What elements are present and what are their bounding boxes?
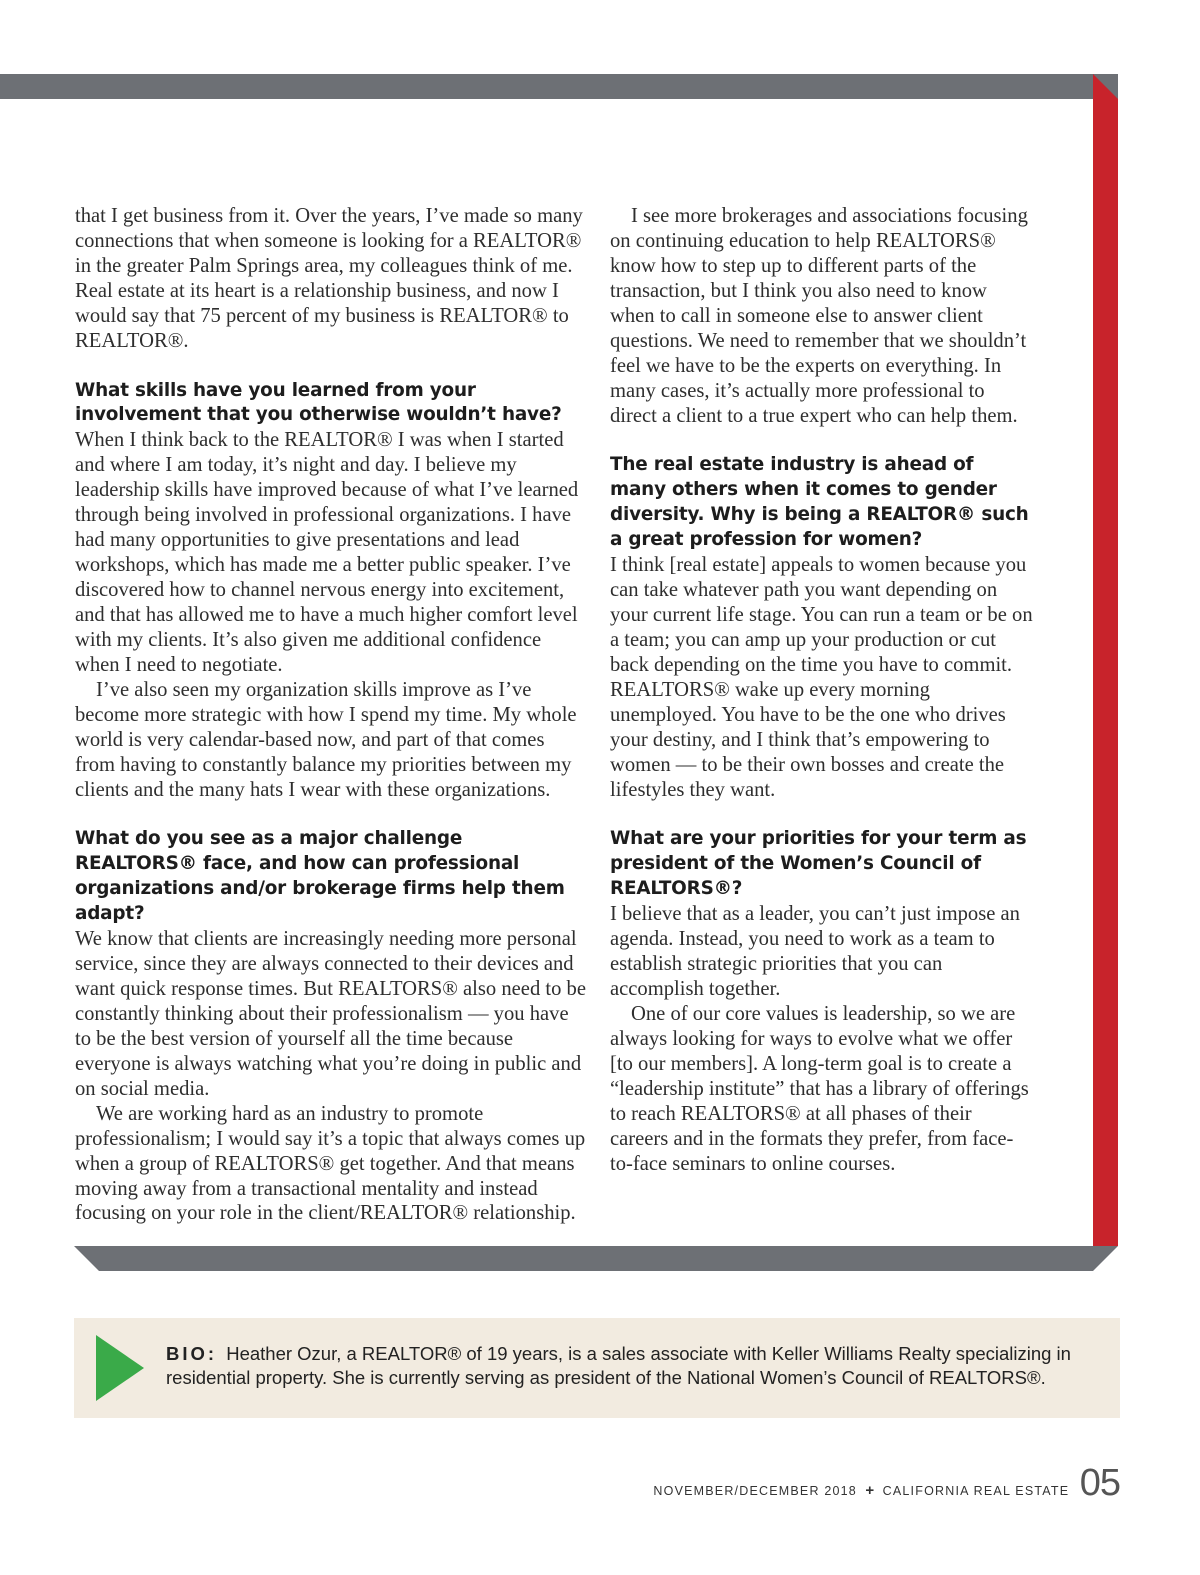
interview-question: The real estate industry is ahead of many others when it comes to gender diversity. Why is being a REALTOR® such a great profession for women? xyxy=(610,454,1029,551)
article-paragraph: We are working hard as an industry to promote professionalism; I would say it’s a topic that always comes up when a group of REALTORS® get together. And that means moving away from a transactional mentality and instead focusing on your role in the client/REALTOR® relationship. xyxy=(75,1102,586,1225)
plus-icon: + xyxy=(865,1482,875,1499)
frame-corner-bevel xyxy=(1093,74,1118,99)
bio-body: Heather Ozur, a REALTOR® of 19 years, is a sales associate with Keller Williams Realty specializing in residential property. She is currently serving as president of the National Women’s Council of REALTORS®. xyxy=(166,1343,1071,1388)
article-paragraph: When I think back to the REALTOR® I was when I started and where I am today, it’s night and day. I believe my leadership skills have improved because of what I’ve learned through being involved in professional organizations. I have had many opportunities to give presentations and lead workshops, which has made me a better public speaker. I’ve discovered how to channel nervous energy into excitement, and that has allowed me to have a much higher comfort level with my clients. It’s also given me additional confidence when I need to negotiate. xyxy=(75,429,579,676)
bottom-frame-bar xyxy=(74,1246,1118,1271)
article-right-column xyxy=(610,204,1035,1177)
article-paragraph: I’ve also seen my organization skills improve as I’ve become more strategic with how I spend my time. My whole world is very calendar-based now, and part of that comes from having to constantly balance my priorities between my clients and the many hats I wear with these organizations. xyxy=(75,678,577,801)
interview-question: What are your priorities for your term as president of the Women’s Council of REALTORS®? xyxy=(610,828,1027,900)
bio-text xyxy=(166,1342,1096,1389)
page-footer xyxy=(653,1462,1120,1505)
article-paragraph: One of our core values is leadership, so we are always looking for ways to evolve what we offer [to our members]. A long-term goal is to create a “leadership institute” that has a library of offerings to reach REALTORS® at all phases of their careers and in the formats they prefer, from face-to-face seminars to online courses. xyxy=(610,1002,1029,1175)
publication-name: CALIFORNIA REAL ESTATE xyxy=(882,1484,1070,1498)
article-paragraph: I believe that as a leader, you can’t just impose an agenda. Instead, you need to work as a team to establish strategic priorities that you can accomplish together. xyxy=(610,903,1020,1001)
article-left-column xyxy=(75,204,587,1226)
right-frame-bar xyxy=(1093,74,1118,1246)
bio-label: BIO: xyxy=(166,1343,218,1364)
interview-question: What skills have you learned from your involvement that you otherwise wouldn’t have? xyxy=(75,379,562,426)
interview-question: What do you see as a major challenge REALTORS® face, and how can professional organizations and/or brokerage firms help them adapt? xyxy=(75,828,565,925)
article-paragraph: that I get business from it. Over the years, I’ve made so many connections that when someone is looking for a REALTOR® in the greater Palm Springs area, my colleagues think of me. Real estate at its heart is a relationship business, and now I would say that 75 percent of my business is REALTOR® to REALTOR®. xyxy=(75,205,583,352)
issue-date: NOVEMBER/DECEMBER 2018 xyxy=(653,1484,857,1498)
article-paragraph: We know that clients are increasingly needing more personal service, since they are always connected to their devices and want quick response times. But REALTORS® also need to be constantly thinking about their professionalism — you have to be the best version of yourself all the time because everyone is always watching what you’re doing in public and on social media. xyxy=(75,928,586,1100)
page-number: 05 xyxy=(1079,1462,1120,1504)
top-frame-bar xyxy=(0,74,1117,99)
play-triangle-icon xyxy=(96,1335,144,1401)
article-paragraph: I think [real estate] appeals to women because you can take whatever path you want depending on your current life stage. You can run a team or be on a team; you can amp up your production or cut back depending on the time you have to commit. REALTORS® wake up every morning unemployed. You have to be the one who drives your destiny, and I think that’s empowering to women — to be their own bosses and create the lifestyles they want. xyxy=(610,554,1033,801)
article-paragraph: I see more brokerages and associations focusing on continuing education to help REALTORS® know how to step up to different parts of the transaction, but I think you also need to know when to call in someone else to answer client questions. We need to remember that we shouldn’t feel we have to be the experts on everything. In many cases, it’s actually more professional to direct a client to a true expert who can help them. xyxy=(610,205,1028,427)
bio-box xyxy=(74,1318,1120,1418)
